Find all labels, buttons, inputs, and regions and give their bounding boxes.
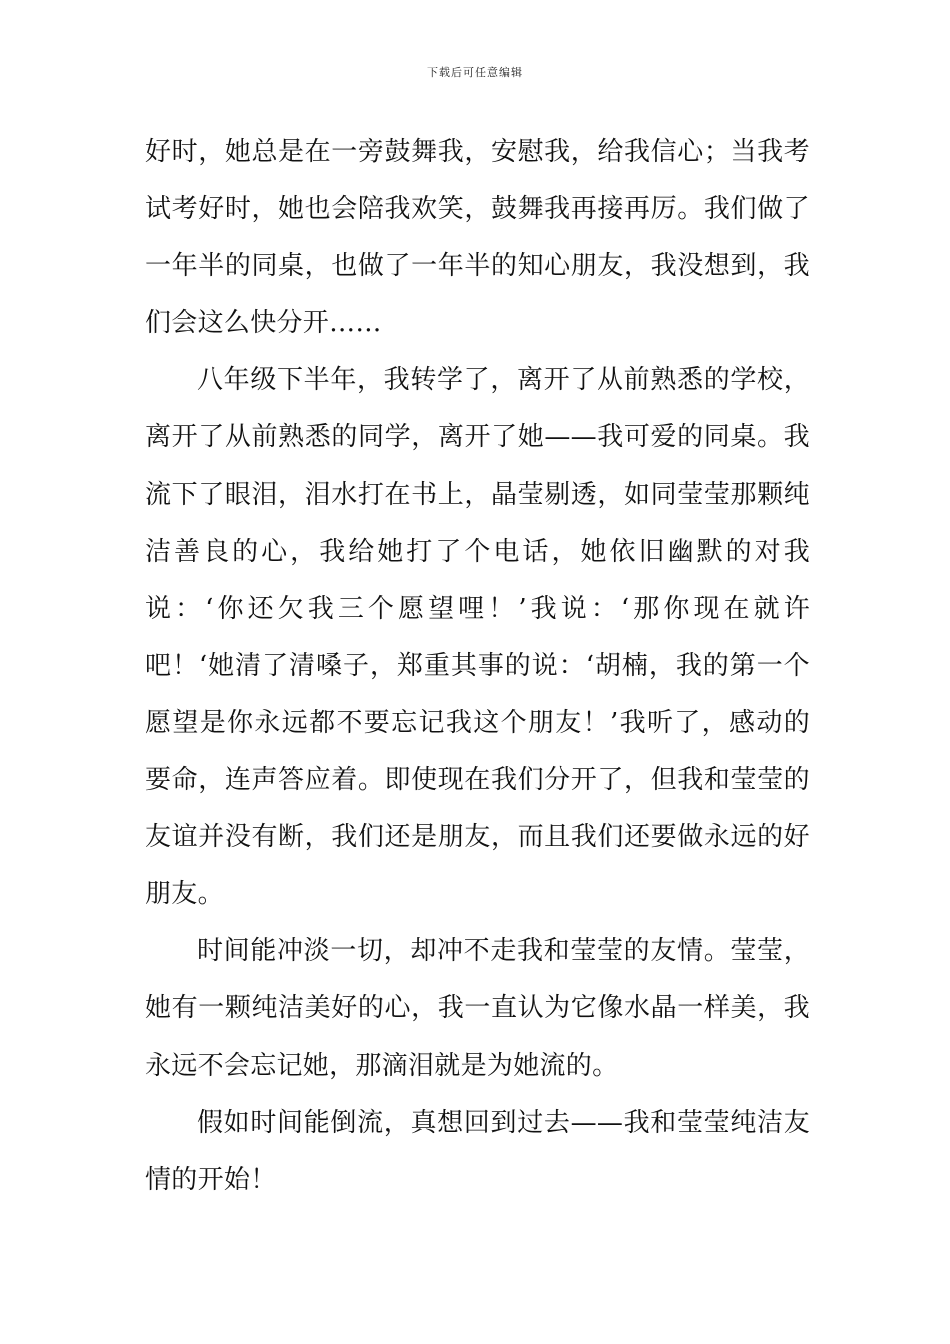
page-header: 下载后可任意编辑: [427, 66, 523, 79]
paragraph-3: 时间能冲淡一切，却冲不走我和莹莹的友情。莹莹，她有一颗纯洁美好的心，我一直认为它像水晶一样美，我永远不会忘记她，那滴泪就是为她流的。: [145, 936, 810, 1081]
paragraph-1: 好时，她总是在一旁鼓舞我，安慰我，给我信心；当我考试考好时，她也会陪我欢笑，鼓舞我再接再厉。我们做了一年半的同桌，也做了一年半的知心朋友，我没想到，我们会这么快分开……: [145, 137, 810, 339]
paragraph-4: 假如时间能倒流，真想回到过去——我和莹莹纯洁友情的开始！: [145, 1107, 810, 1195]
document-body: [145, 124, 810, 1209]
paragraph-2: 八年级下半年，我转学了，离开了从前熟悉的学校，离开了从前熟悉的同学，离开了她——我可爱的同桌。我流下了眼泪，泪水打在书上，晶莹剔透，如同莹莹那颗纯洁善良的心，我给她打了个电话，她依旧幽默的对我说：‘你还欠我三个愿望哩！’我说：‘那你现在就许吧！‘她清了清嗓子，郑重其事的说：‘胡楠，我的第一个愿望是你永远都不要忘记我这个朋友！’我听了，感动的要命，连声答应着。即使现在我们分开了，但我和莹莹的友谊并没有断，我们还是朋友，而且我们还要做永远的好朋友。: [145, 365, 810, 910]
